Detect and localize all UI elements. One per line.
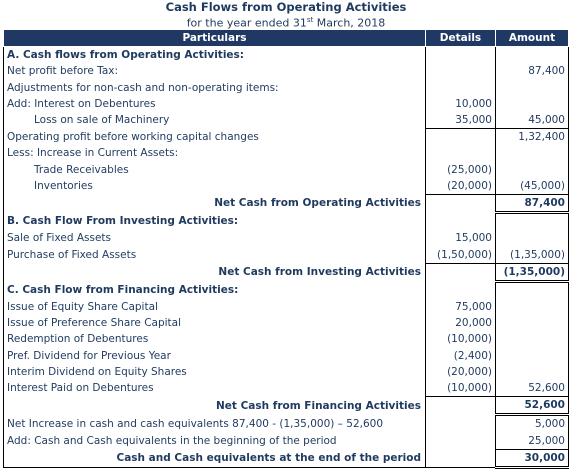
table-row: Add: Interest on Debentures 10,000	[4, 96, 569, 112]
table-row: Loss on sale of Machinery 35,000 45,000	[4, 112, 569, 129]
table-row: Net Cash from Operating Activities 87,400	[4, 194, 569, 212]
table-row: Redemption of Debentures (10,000)	[4, 331, 569, 347]
statement-period: for the year ended 31st March, 2018	[186, 16, 386, 30]
table-row: Adjustments for non-cash and non-operating items:	[4, 80, 569, 96]
col-particulars: Particulars	[4, 30, 426, 47]
table-row: Trade Receivables (25,000)	[4, 162, 569, 178]
table-row: Inventories (20,000) (45,000)	[4, 178, 569, 195]
statement-title: Cash Flows from Operating Activities	[165, 0, 407, 14]
table-row: Net profit before Tax: 87,400	[4, 63, 569, 79]
table-row: Issue of Equity Share Capital 75,000	[4, 299, 569, 315]
table-row: Purchase of Fixed Assets (1,50,000) (1,35,000)	[4, 246, 569, 263]
cash-flow-table	[3, 29, 569, 469]
table-row: Pref. Dividend for Previous Year (2,400)	[4, 348, 569, 364]
table-row: C. Cash Flow from Financing Activities:	[4, 281, 569, 299]
table-row: Interest Paid on Debentures (10,000) 52,600	[4, 380, 569, 397]
table-row: Add: Cash and Cash equivalents in the beginning of the period 25,000	[4, 433, 569, 450]
table-row: Interim Dividend on Equity Shares (20,000)	[4, 364, 569, 380]
table-header-row	[4, 30, 569, 47]
table-row: Less: Increase in Current Assets:	[4, 145, 569, 161]
col-details: Details	[426, 30, 496, 47]
table-row: Cash and Cash equivalents at the end of the period 30,000	[4, 449, 569, 467]
table-row: Net Cash from Investing Activities (1,35,000)	[4, 263, 569, 281]
table-row: Issue of Preference Share Capital 20,000	[4, 315, 569, 331]
col-amount: Amount	[496, 30, 569, 47]
table-row: Net Cash from Financing Activities 52,600	[4, 397, 569, 415]
table-row: Operating profit before working capital changes 1,32,400	[4, 129, 569, 146]
table-row: Sale of Fixed Assets 15,000	[4, 230, 569, 246]
table-row: B. Cash Flow From Investing Activities:	[4, 213, 569, 231]
table-row: A. Cash flows from Operating Activities:	[4, 47, 569, 64]
table-row: Net Increase in cash and cash equivalents 87,400 - (1,35,000) – 52,600 5,000	[4, 415, 569, 433]
